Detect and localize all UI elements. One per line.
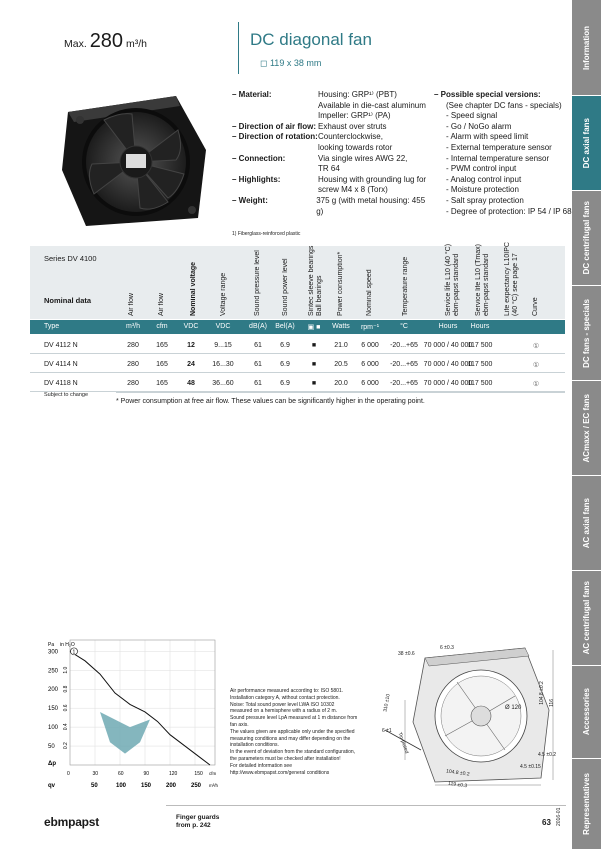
footer-divider [166, 805, 566, 806]
table-cell: 9...15 [214, 342, 232, 349]
table-cell: 6.9 [280, 342, 290, 349]
y-tick-pa: 100 [48, 725, 59, 732]
column-header: Service life L10 (Tmax) ebm-papst standard [475, 244, 490, 316]
spec-row [232, 154, 432, 175]
table-cell: ■ [311, 380, 317, 387]
tab-label: Accessories [582, 688, 591, 736]
tab-information[interactable] [572, 0, 601, 96]
brand-logo [44, 815, 99, 829]
unit-label: ▣ ■ [307, 324, 321, 331]
special-item: - Moisture protection [446, 185, 519, 195]
table-cell: 16...30 [212, 361, 234, 368]
spec-line: TR 64 [318, 164, 340, 174]
spec-value [316, 196, 432, 217]
spec-line: Counterclockwise, [318, 132, 383, 142]
spec-row [232, 132, 432, 153]
tab-ac-centrifugal-fans[interactable] [572, 571, 601, 666]
dim-l: 119 ±0.3 [447, 780, 468, 790]
row-divider [30, 353, 565, 354]
special-item: - Speed signal [446, 111, 498, 121]
table-cell: 6 000 [361, 380, 379, 387]
spec-row [232, 122, 432, 133]
column-header: Air flow [158, 293, 165, 316]
fan-photo [56, 90, 216, 230]
unit-label: VDC [183, 323, 199, 330]
table-cell: ■ [311, 361, 317, 368]
table-cell: 6.9 [280, 380, 290, 387]
y-axis-label-pa: Pa [48, 642, 55, 648]
chart-note-line: installation conditions. [230, 742, 279, 749]
finger-guards [176, 814, 219, 830]
table-cell: 165 [156, 361, 168, 368]
tab-ac-axial-fans[interactable] [572, 476, 601, 571]
spec-line: Housing with grounding lug for [318, 174, 427, 184]
table-cell: 61 [254, 380, 262, 387]
power-note: * Power consumption at free air flow. These values can be significantly higher in the operating point. [116, 398, 425, 405]
row-type: DV 4118 N [44, 380, 78, 387]
x-tick-cfm: 30 [92, 771, 99, 777]
special-item: - Analog control input [446, 174, 522, 184]
spec-line: looking towards rotor [318, 142, 393, 152]
row-type: DV 4112 N [44, 342, 78, 349]
table-cell: 280 [127, 380, 139, 387]
subject-to-change: Subject to change [44, 392, 89, 398]
tab-label: DC fans - specials [582, 298, 591, 368]
column-header: Curve [532, 297, 539, 316]
spec-value [318, 132, 392, 153]
spec-label: – Direction of air flow: [232, 121, 317, 131]
tab-label: Representatives [582, 773, 591, 835]
y-axis-label-in: in H₂O [60, 642, 75, 648]
dim-j: 4.5 ±0.15 [520, 764, 541, 770]
tab-acmaxx-ec-fans[interactable] [572, 381, 601, 476]
unit-label: Hours [438, 323, 458, 330]
spec-value [318, 154, 407, 175]
dim-a: 38 ±0.6 [398, 651, 415, 657]
y-tick-in: 0.6 [63, 704, 69, 712]
type-label: Type [44, 323, 60, 330]
dim-c: 310 ±10 [382, 693, 392, 713]
tab-label: AC axial fans [582, 497, 591, 549]
max-prefix: Max. [64, 38, 87, 50]
spec-line: Impeller: GRP¹⁾ (PA) [318, 111, 391, 121]
table-cell: 70 000 / 40 000 [423, 342, 473, 349]
spec-line: 375 g (with metal housing: 455 g) [316, 195, 426, 216]
column-header: Service life L10 (40 °C) ebm-papst standard [445, 243, 460, 316]
table-cell: -20...+65 [390, 380, 418, 387]
tab-dc-fans-specials[interactable] [572, 286, 601, 381]
spec-label: – Weight: [232, 195, 268, 205]
x-tick-cfm: 90 [143, 771, 150, 777]
max-value: 280 [89, 30, 124, 52]
nominal-label: Nominal data [44, 296, 92, 305]
table-cell: 280 [127, 342, 139, 349]
spec-line: screw M4 x 8 (Torx) [318, 185, 388, 195]
spec-row [232, 175, 432, 196]
x-unit-m3h: m³/h [209, 783, 218, 788]
footnote: 1) Fiberglass-reinforced plastic [232, 231, 301, 237]
special-item: - Degree of protection: IP 54 / IP 68 [446, 206, 572, 216]
table-cell: -20...+65 [390, 361, 418, 368]
chart-note-line: http://www.ebmpapst.com/general conditions [230, 769, 330, 776]
x-axis-q: qv [48, 783, 56, 789]
page-title: DC diagonal fan [250, 30, 372, 49]
special-item: - PWM control input [446, 164, 517, 174]
dim-b: 6 ±0.3 [440, 645, 454, 651]
x-tick-m3h: 200 [166, 783, 177, 789]
column-header: Life expectancy L10IPC (40 °C) see page 17 [504, 242, 519, 316]
x-tick-cfm: 120 [168, 771, 178, 777]
curve-ref-icon: ① [532, 343, 540, 350]
curve-ref-icon: ① [532, 362, 540, 369]
tab-accessories[interactable] [572, 666, 601, 759]
dim-g: 6 ±1 [382, 728, 392, 734]
tab-dc-axial-fans[interactable] [572, 96, 601, 191]
spec-line: Exhaust over struts [318, 121, 387, 131]
table-cell: 280 [127, 361, 139, 368]
tab-label: AC centrifugal fans [582, 581, 591, 655]
spec-label: – Material: [232, 90, 272, 99]
table-cell: 6 000 [361, 361, 379, 368]
unit-label: rpm⁻¹ [360, 324, 380, 331]
dim-i: 4.5 ±0.2 [538, 752, 557, 758]
tab-representatives[interactable] [572, 759, 601, 850]
chart-note-line: fan axis. [230, 721, 249, 728]
spec-row [232, 90, 432, 122]
column-header: Sintec sleeve bearings Ball bearings [308, 245, 323, 316]
column-header: Voltage range [220, 272, 227, 316]
dim-d: 104.8 ±0.2 [538, 681, 545, 705]
unit-label: cfm [156, 323, 168, 330]
y-tick-pa: 150 [48, 706, 59, 713]
table-cell: -20...+65 [390, 342, 418, 349]
x-tick-cfm: 0 [67, 771, 70, 777]
table-cell: 61 [254, 342, 262, 349]
page-subtitle: ◻ 119 x 38 mm [260, 58, 322, 68]
spec-label: – Connection: [232, 153, 286, 163]
side-navigation [572, 0, 601, 850]
logo-text: ebmpapst [44, 815, 100, 829]
unit-label: Bel(A) [275, 323, 295, 330]
unit-label: dB(A) [249, 323, 267, 330]
spec-list [232, 90, 432, 217]
table-cell: 36...60 [212, 380, 234, 387]
spec-line: Housing: GRP¹⁾ (PBT) [318, 90, 397, 99]
column-header: Sound power level [282, 258, 289, 316]
spec-line: Available in die-cast aluminum [318, 100, 426, 110]
x-tick-m3h: 100 [116, 783, 127, 789]
y-tick-pa: 250 [48, 668, 59, 675]
special-item: - Salt spray protection [446, 195, 524, 205]
special-item: (See chapter DC fans - specials) [446, 100, 562, 110]
table-cell: 12 [187, 342, 195, 349]
table-cell: 6 000 [361, 342, 379, 349]
table-cell: ■ [311, 342, 317, 349]
note-divider [116, 392, 565, 393]
x-tick-cfm: 150 [194, 771, 203, 777]
table-cell: 70 000 / 40 000 [423, 380, 473, 387]
curve-label: 1 [72, 649, 76, 656]
x-tick-m3h: 150 [141, 783, 152, 789]
max-airflow [64, 30, 147, 53]
y-axis-delta: Δp [48, 761, 56, 767]
chart-note-line: Noise: Total sound power level LWA ISO 10302 [230, 701, 335, 708]
x-unit-cfm: cfm [209, 771, 217, 776]
chart-note-line: measured on a hemisphere with a radius of 2 m. [230, 708, 337, 715]
dim-k: 104.8 ±0.2 [445, 768, 470, 778]
y-tick-in: 1.0 [63, 666, 69, 674]
y-tick-pa: 50 [48, 744, 55, 751]
unit-label: VDC [215, 323, 231, 330]
table-cell: 117 500 [467, 342, 493, 349]
chart-note-line: Installation category A, without contact protection. [230, 694, 340, 701]
title-divider [238, 22, 239, 74]
table-cell: 117 500 [467, 380, 493, 387]
y-tick-in: 0.2 [63, 742, 69, 750]
spec-row [232, 196, 432, 217]
chart-note-line: Sound pressure level LpA measured at 1 m distance from [230, 715, 358, 722]
special-item: - Go / NoGo alarm [446, 121, 512, 131]
dim-h: Tin-plated [396, 731, 410, 755]
chart-note-line: measuring conditions and may differ depending on the [230, 735, 351, 742]
special-item: - External temperature sensor [446, 142, 552, 152]
spec-line: Via single wires AWG 22, [318, 153, 408, 163]
unit-label: m³/h [126, 323, 140, 330]
series-label: Series DV 4100 [44, 254, 97, 263]
special-label: – Possible special versions: [434, 90, 541, 99]
column-header: Temperature range [402, 256, 409, 316]
unit-label: Watts [332, 323, 350, 330]
chart-note-line: Air performance measured according to: ISO 5801. [230, 688, 344, 694]
row-type: DV 4114 N [44, 361, 78, 368]
column-header: Air flow [128, 293, 135, 316]
column-header: Nominal speed [366, 269, 373, 316]
table-cell: 70 000 / 40 000 [423, 361, 473, 368]
spec-label: – Direction of rotation: [232, 132, 318, 142]
finger-guards-page: from p. 242 [176, 822, 211, 829]
special-versions [434, 90, 574, 217]
tab-label: ACmaxx / EC fans [582, 393, 591, 463]
special-item: - Internal temperature sensor [446, 153, 550, 163]
y-tick-pa: 300 [48, 649, 59, 656]
chart-note-line: In the event of deviation from the standard configuration, [230, 749, 356, 756]
special-item: - Alarm with speed limit [446, 132, 529, 142]
table-cell: 48 [187, 380, 195, 387]
x-tick-cfm: 60 [117, 771, 124, 777]
chart-note-line: The values given are applicable only under the specified [230, 728, 355, 735]
tab-label: DC axial fans [582, 117, 591, 169]
table-cell: 21.0 [334, 342, 348, 349]
edition-year: 2016-01 [556, 807, 562, 826]
finger-guards-label: Finger guards [176, 814, 220, 821]
table-cell: 20.5 [334, 361, 348, 368]
curve-ref-icon: ① [532, 381, 540, 388]
table-cell: 24 [187, 361, 195, 368]
spec-label: – Highlights: [232, 174, 281, 184]
table-cell: 20.0 [334, 380, 348, 387]
max-unit: m³/h [125, 38, 147, 50]
spec-value [318, 175, 426, 196]
tab-label: DC centrifugal fans [582, 201, 591, 275]
table-cell: 165 [156, 342, 168, 349]
unit-label: Hours [470, 323, 490, 330]
chart-notes [230, 688, 365, 776]
operating-area [100, 712, 150, 754]
chart-note-line: For detailed information see [230, 762, 292, 769]
unit-label: °C [400, 323, 408, 330]
performance-chart [30, 630, 225, 798]
spec-value [318, 90, 426, 122]
page-number: 63 [542, 818, 551, 827]
column-header: Sound pressure level [254, 250, 261, 316]
dim-e: 116 [548, 699, 555, 707]
x-tick-m3h: 50 [91, 783, 98, 789]
dim-f: Ø 120 [505, 705, 522, 711]
spec-value [318, 122, 386, 133]
y-tick-in: 0.8 [63, 685, 69, 693]
table-cell: 117 500 [467, 361, 493, 368]
y-tick-in: 0.4 [63, 723, 69, 731]
column-header: Power consumption* [337, 251, 344, 316]
row-divider [30, 372, 565, 373]
table-cell: 61 [254, 361, 262, 368]
chart-note-line: the parameters must be checked after installation! [230, 755, 341, 762]
table-cell: 6.9 [280, 361, 290, 368]
column-header: Nominal voltage [190, 261, 197, 316]
tab-dc-centrifugal-fans[interactable] [572, 191, 601, 286]
table-cell: 165 [156, 380, 168, 387]
y-tick-pa: 200 [48, 687, 59, 694]
x-tick-m3h: 250 [191, 783, 202, 789]
tab-label: Information [582, 25, 591, 70]
